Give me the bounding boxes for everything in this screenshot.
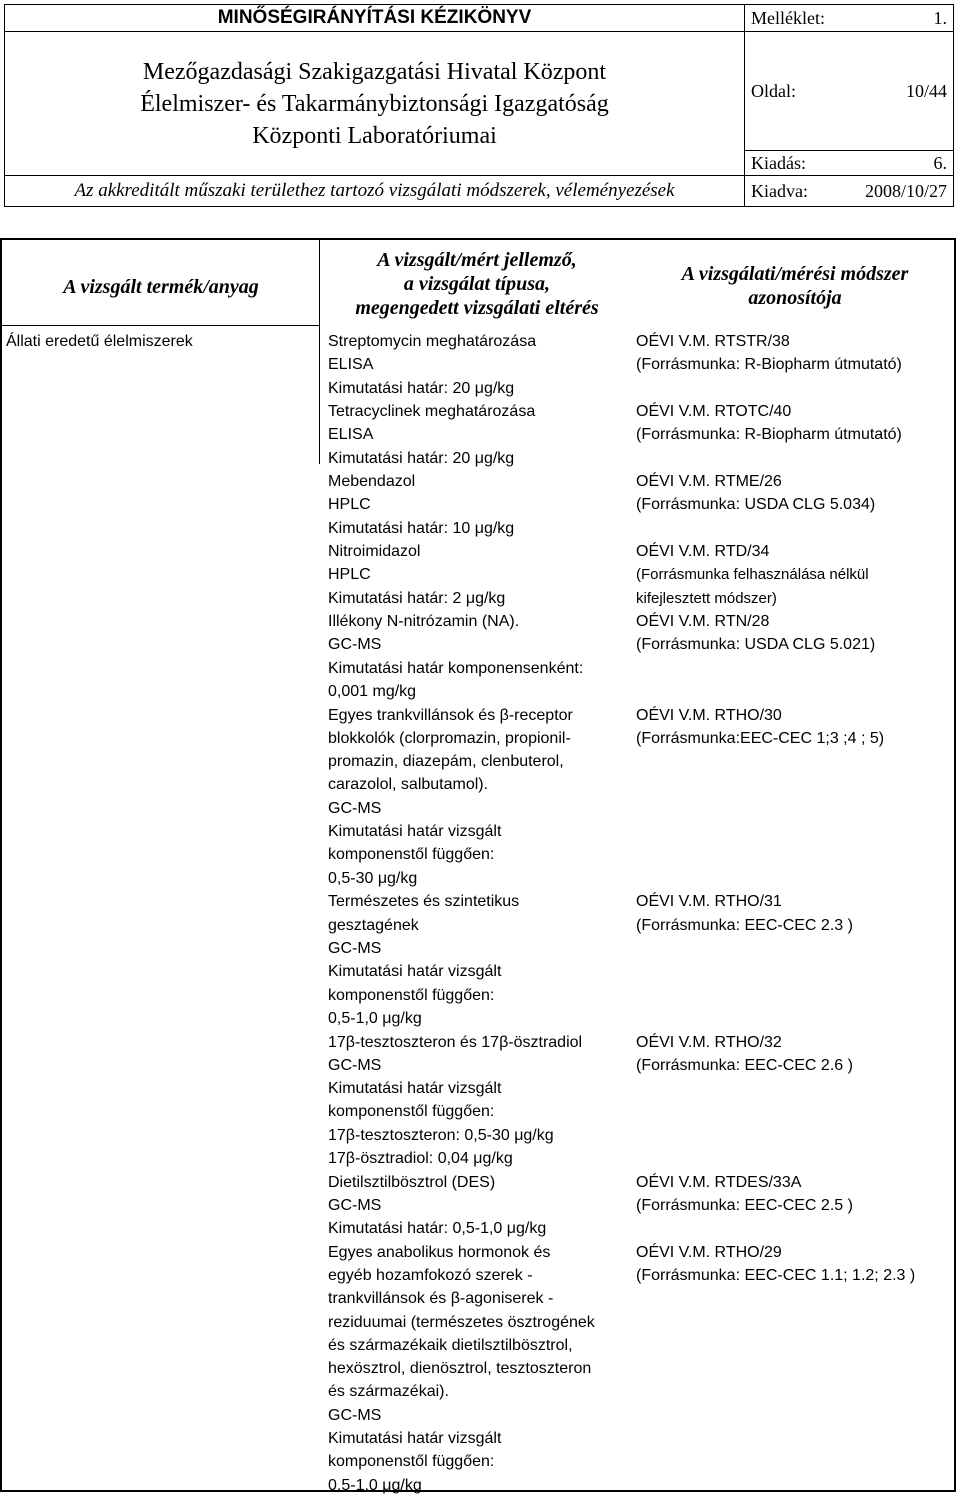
method-entry — [636, 704, 954, 751]
header-line: A vizsgált/mért jellemző, — [377, 249, 577, 271]
method-source: (Forrásmunka: R-Biopharm útmutató) — [636, 356, 902, 374]
characteristic-line: Kimutatási határ vizsgált — [328, 823, 502, 841]
characteristic-line: gesztagének — [328, 916, 419, 934]
characteristic-entry — [328, 540, 626, 610]
characteristic-line: GC-MS — [328, 799, 382, 817]
characteristic-line: GC-MS — [328, 636, 382, 654]
characteristic-line: Kimutatási határ: 20 μg/kg — [328, 449, 515, 467]
header-divider — [2, 325, 320, 326]
characteristic-line: Kimutatási határ vizsgált — [328, 1080, 502, 1098]
product-value: Állati eredetű élelmiszerek — [6, 333, 193, 350]
oldal-cell — [745, 32, 954, 151]
document-header — [4, 4, 954, 207]
characteristic-line: GC-MS — [328, 1056, 382, 1074]
method-id: OÉVI V.M. RTN/28 — [636, 613, 770, 631]
method-source: (Forrásmunka: R-Biopharm útmutató) — [636, 426, 902, 444]
method-id: OÉVI V.M. RTD/34 — [636, 543, 770, 561]
header-line: A vizsgálati/mérési módszer — [681, 263, 909, 285]
method-column-header — [636, 262, 954, 310]
org-line-2: Élelmiszer- és Takarmánybiztonsági Igazgatóság — [140, 90, 609, 117]
oldal-label: Oldal: — [751, 80, 796, 101]
org-line-3: Központi Laboratóriumai — [252, 122, 497, 149]
characteristic-line: carazolol, salbutamol). — [328, 776, 489, 794]
characteristic-line: blokkolók (clorpromazin, propionil- — [328, 729, 571, 747]
characteristic-entry — [328, 1171, 626, 1241]
characteristic-line: Kimutatási határ: 20 μg/kg — [328, 379, 515, 397]
method-source: kifejlesztett módszer) — [636, 589, 777, 607]
characteristic-line: Kimutatási határ vizsgált — [328, 963, 502, 981]
characteristic-entry — [328, 400, 626, 470]
characteristic-line: promazin, diazepám, clenbuterol, — [328, 753, 564, 771]
method-entry — [636, 400, 954, 447]
method-source: (Forrásmunka:EEC-CEC 1;3 ;4 ; 5) — [636, 729, 885, 747]
characteristic-column — [328, 240, 626, 1494]
method-id: OÉVI V.M. RTHO/32 — [636, 1033, 782, 1051]
characteristic-line: és származékai). — [328, 1383, 449, 1401]
melleklet-value: 1. — [933, 7, 947, 28]
characteristic-column-header — [328, 248, 626, 320]
characteristic-line: Kimutatási határ komponensenként: — [328, 659, 584, 677]
characteristic-line: 0,5-1,0 μg/kg — [328, 1009, 422, 1027]
organization-name — [5, 32, 745, 176]
method-id: OÉVI V.M. RTHO/29 — [636, 1243, 782, 1261]
characteristic-entry — [328, 704, 626, 890]
characteristic-line: és származékaik dietilsztilbösztrol, — [328, 1336, 573, 1354]
methods-table — [0, 238, 956, 1492]
manual-title: MINŐSÉGIRÁNYÍTÁSI KÉZIKÖNYV — [5, 5, 745, 32]
column-gap — [626, 240, 627, 1490]
characteristic-line: GC-MS — [328, 1406, 382, 1424]
characteristic-line: hexösztrol, dienösztrol, tesztoszteron — [328, 1360, 592, 1378]
method-entry — [636, 470, 954, 517]
kiadas-label: Kiadás: — [751, 152, 806, 173]
characteristic-line: Kimutatási határ: 10 μg/kg — [328, 519, 515, 537]
method-id: OÉVI V.M. RTDES/33A — [636, 1173, 802, 1191]
characteristic-line: Tetracyclinek meghatározása — [328, 403, 536, 421]
method-entry — [636, 1031, 954, 1078]
oldal-value: 10/44 — [905, 80, 947, 101]
characteristic-line: komponenstől függően: — [328, 986, 495, 1004]
characteristic-line: Streptomycin meghatározása — [328, 333, 537, 350]
header-line: azonosítója — [748, 287, 842, 309]
method-id: OÉVI V.M. RTME/26 — [636, 473, 782, 491]
characteristic-line: Mebendazol — [328, 473, 416, 491]
method-entry — [636, 1171, 954, 1218]
method-id: OÉVI V.M. RTHO/31 — [636, 893, 782, 911]
characteristic-line: reziduumai (természetes ösztrogének — [328, 1313, 595, 1331]
characteristic-line: HPLC — [328, 566, 371, 584]
method-entry — [636, 1241, 954, 1288]
characteristic-line: Természetes és szintetikus — [328, 893, 520, 911]
characteristic-line: ELISA — [328, 356, 374, 374]
characteristic-entry — [328, 1241, 626, 1497]
method-id: OÉVI V.M. RTOTC/40 — [636, 403, 792, 421]
method-id: OÉVI V.M. RTSTR/38 — [636, 333, 790, 350]
characteristic-line: GC-MS — [328, 1196, 382, 1214]
characteristic-line: Dietilsztilbösztrol (DES) — [328, 1173, 496, 1191]
characteristic-line: Egyes trankvillánsok és β-receptor — [328, 706, 573, 724]
method-id: OÉVI V.M. RTHO/30 — [636, 706, 782, 724]
kiadva-cell — [745, 176, 954, 207]
characteristic-entry — [328, 890, 626, 1030]
characteristic-line: 17β-tesztoszteron és 17β-ösztradiol — [328, 1033, 583, 1051]
kiadva-value: 2008/10/27 — [864, 180, 947, 201]
method-source: (Forrásmunka felhasználása nélkül — [636, 566, 869, 584]
method-source: (Forrásmunka: USDA CLG 5.021) — [636, 636, 876, 654]
characteristic-line: GC-MS — [328, 939, 382, 957]
characteristic-line: Nitroimidazol — [328, 543, 421, 561]
characteristic-line: egyéb hozamfokozó szerek - — [328, 1266, 533, 1284]
scope-title: Az akkreditált műszaki területhez tartozó vizsgálati módszerek, véleményezések — [5, 176, 745, 207]
method-source: (Forrásmunka: USDA CLG 5.034) — [636, 496, 876, 514]
method-entry — [636, 330, 954, 377]
characteristic-line: Egyes anabolikus hormonok és — [328, 1243, 551, 1261]
characteristic-entry — [328, 470, 626, 540]
method-entry — [636, 890, 954, 937]
product-column-header: A vizsgált termék/anyag — [63, 276, 259, 298]
characteristic-line: HPLC — [328, 496, 371, 514]
characteristic-line: komponenstől függően: — [328, 1453, 495, 1471]
characteristic-line: komponenstől függően: — [328, 846, 495, 864]
method-entry — [636, 540, 954, 610]
characteristic-entry — [328, 330, 626, 400]
characteristic-line: ELISA — [328, 426, 374, 444]
characteristic-line: trankvillánsok és β-agoniserek - — [328, 1290, 554, 1308]
melleklet-cell — [745, 5, 954, 32]
kiadva-label: Kiadva: — [751, 180, 808, 201]
method-source: (Forrásmunka: EEC-CEC 1.1; 1.2; 2.3 ) — [636, 1266, 916, 1284]
product-column — [2, 240, 320, 350]
kiadas-value: 6. — [933, 152, 947, 173]
characteristic-line: 0,5-30 μg/kg — [328, 869, 418, 887]
characteristic-line: Kimutatási határ: 0,5-1,0 μg/kg — [328, 1220, 547, 1238]
characteristic-line: Illékony N-nitrózamin (NA). — [328, 613, 520, 631]
characteristic-line: 17β-tesztoszteron: 0,5-30 μg/kg — [328, 1126, 554, 1144]
characteristic-line: Kimutatási határ vizsgált — [328, 1430, 502, 1448]
melleklet-label: Melléklet: — [751, 7, 825, 28]
method-source: (Forrásmunka: EEC-CEC 2.6 ) — [636, 1056, 853, 1074]
kiadas-cell — [745, 151, 954, 176]
characteristic-entry — [328, 1031, 626, 1171]
characteristic-entry — [328, 610, 626, 703]
characteristic-line: 0,001 mg/kg — [328, 683, 417, 701]
characteristic-line: Kimutatási határ: 2 μg/kg — [328, 589, 506, 607]
method-source: (Forrásmunka: EEC-CEC 2.5 ) — [636, 1196, 853, 1214]
characteristic-line: 0,5-1,0 μg/kg — [328, 1476, 422, 1494]
method-source: (Forrásmunka: EEC-CEC 2.3 ) — [636, 916, 853, 934]
characteristic-line: 17β-ösztradiol: 0,04 μg/kg — [328, 1149, 513, 1167]
method-column — [636, 240, 954, 1284]
header-line: megengedett vizsgálati eltérés — [355, 297, 599, 319]
characteristic-line: komponenstől függően: — [328, 1103, 495, 1121]
method-entry — [636, 610, 954, 657]
org-line-1: Mezőgazdasági Szakigazgatási Hivatal Központ — [142, 58, 607, 85]
header-line: a vizsgálat típusa, — [403, 273, 551, 295]
